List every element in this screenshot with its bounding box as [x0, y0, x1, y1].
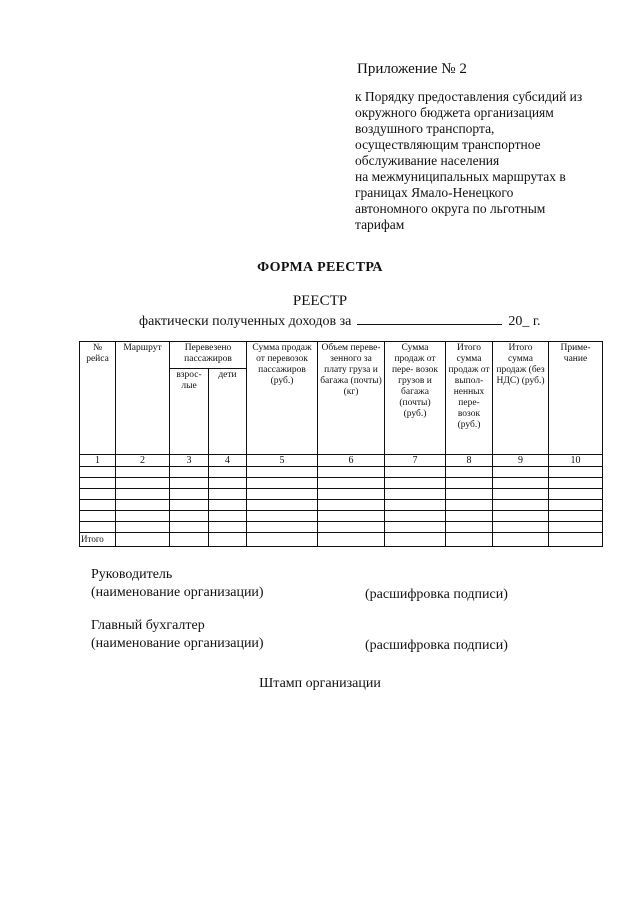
appendix-line: автономного округа по льготным: [355, 201, 546, 216]
header-children: дети: [209, 369, 247, 455]
head-org-caption: (наименование организации): [91, 585, 264, 600]
form-title: ФОРМА РЕЕСТРА: [257, 260, 383, 275]
period-blank-line: [357, 312, 502, 325]
column-number: 5: [247, 455, 318, 467]
appendix-line: окружного бюджета организациям: [355, 105, 554, 120]
header-cargo-volume: Объем переве- зенного за плату груза и багажа (почты) (кг): [318, 342, 385, 455]
year-field: 20_ г.: [508, 314, 541, 329]
header-flight-no: № рейса: [80, 342, 116, 455]
column-number: 8: [446, 455, 493, 467]
header-passengers: Перевезено пассажиров: [170, 342, 247, 369]
registry-table: [79, 341, 603, 547]
column-number: 6: [318, 455, 385, 467]
appendix-line: к Порядку предоставления субсидий из: [355, 89, 583, 104]
column-number: 10: [549, 455, 603, 467]
table-row: [80, 489, 603, 500]
header-total-no-vat: Итого сумма продаж (без НДС) (руб.): [493, 342, 549, 455]
accountant-title: Главный бухгалтер: [91, 618, 205, 633]
registry-title: РЕЕСТР: [292, 293, 348, 309]
appendix-line: на межмуниципальных маршрутах в: [355, 169, 566, 184]
header-passenger-sales: Сумма продаж от перевозок пассажиров (руб.): [247, 342, 318, 455]
appendix-line: обслуживание населения: [355, 153, 500, 168]
header-note: Приме- чание: [549, 342, 603, 455]
column-number: 7: [385, 455, 446, 467]
registry-subtitle-text: фактически полученных доходов за: [139, 314, 352, 329]
total-label: Итого: [80, 533, 116, 547]
accountant-signature-decode: (расшифровка подписи): [365, 638, 508, 653]
header-total-sales: Итого сумма продаж от выпол- ненных пере- возок (руб.): [446, 342, 493, 455]
appendix-line: тарифам: [355, 217, 405, 232]
appendix-title: Приложение № 2: [357, 61, 467, 77]
column-number: 9: [493, 455, 549, 467]
accountant-org-caption: (наименование организации): [91, 636, 264, 651]
appendix-line: осуществляющим транспортное: [355, 137, 541, 152]
header-cargo-sales: Сумма продаж от пере- возок грузов и багажа (почты) (руб.): [385, 342, 446, 455]
appendix-description: [355, 89, 625, 233]
table-row: [80, 478, 603, 489]
appendix-line: воздушного транспорта,: [355, 121, 495, 136]
header-route: Маршрут: [116, 342, 170, 455]
table-row: [80, 467, 603, 478]
head-signature-decode: (расшифровка подписи): [365, 587, 508, 602]
column-number: 2: [116, 455, 170, 467]
appendix-line: границах Ямало-Ненецкого: [355, 185, 514, 200]
registry-subtitle: [139, 312, 541, 330]
column-number: 1: [80, 455, 116, 467]
head-title: Руководитель: [91, 567, 173, 582]
column-number: 3: [170, 455, 209, 467]
header-adults: взрос- лые: [170, 369, 209, 455]
table-row: [80, 522, 603, 533]
table-row: [80, 500, 603, 511]
column-number: 4: [209, 455, 247, 467]
total-row: [80, 533, 603, 547]
stamp-caption: Штамп организации: [259, 676, 381, 691]
table-row: [80, 511, 603, 522]
